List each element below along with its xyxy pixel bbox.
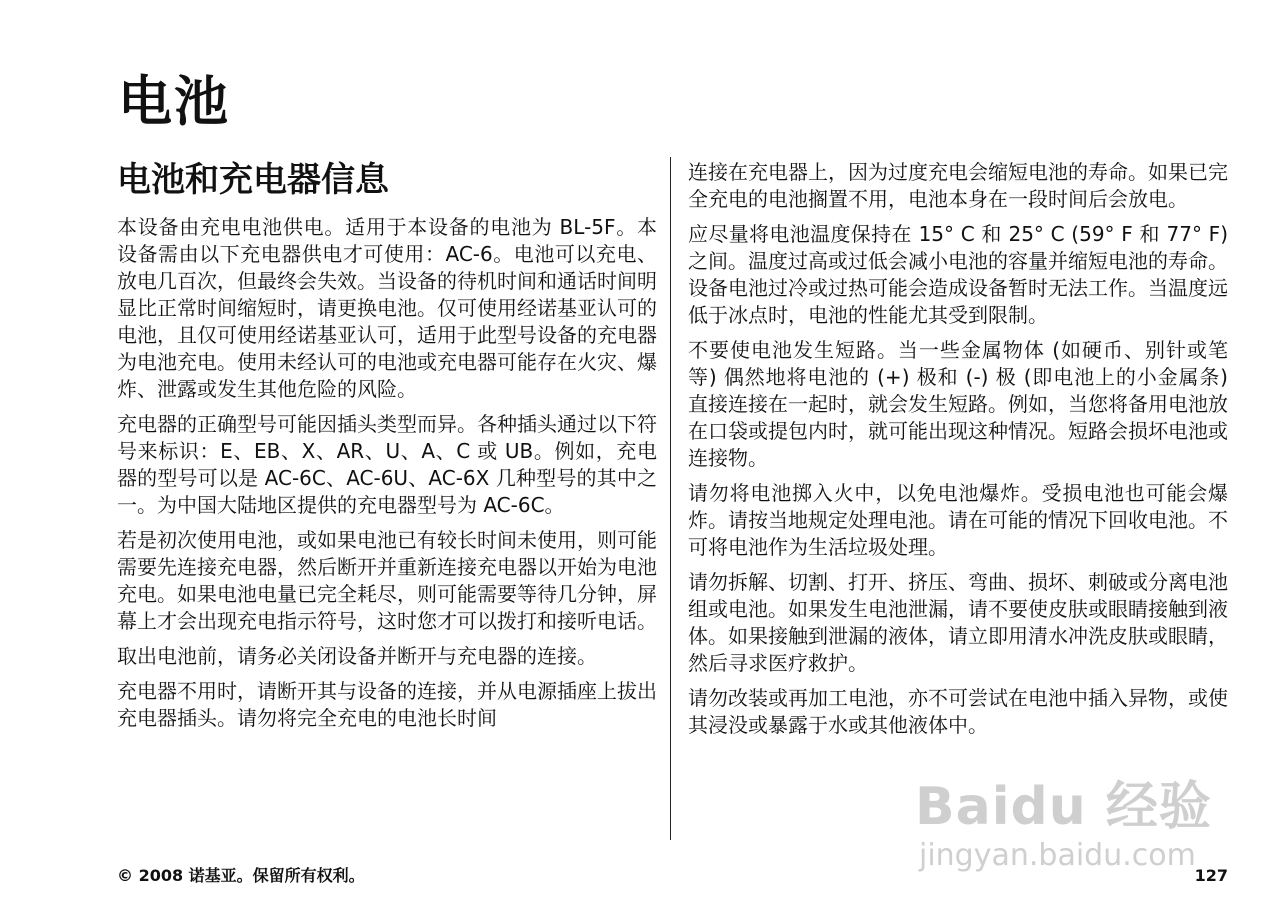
paragraph-do-not-modify: 请勿改装或再加工电池，亦不可尝试在电池中插入异物，或使其浸没或暴露于水或其他液体中。 xyxy=(688,686,1228,737)
section-title: 电池和充电器信息 xyxy=(117,160,389,200)
page-number: 127 xyxy=(1194,866,1228,885)
page-title: 电池 xyxy=(118,70,230,133)
paragraph-battery-overview: 本设备由充电电池供电。适用于本设备的电池为 BL-5F。本设备需由以下充电器供电才可使用：AC-6。电池可以充电、放电几百次，但最终会失效。当设备的待机时间和通话时间明显比正常时间缩短时，请更换电池。仅可使用经诺基亚认可的电池，且仅可使用经诺基亚认可，适用于此型号设备的充电器为电池充电。使用未经认可的电池或充电器可能存在火灾、爆炸、泄露或发生其他危险的风险。 xyxy=(117,215,657,401)
paragraph-disposal: 请勿将电池掷入火中，以免电池爆炸。受损电池也可能会爆炸。请按当地规定处理电池。请在可能的情况下回收电池。不可将电池作为生活垃圾处理。 xyxy=(688,481,1228,559)
paragraph-first-use: 若是初次使用电池，或如果电池已有较长时间未使用，则可能需要先连接充电器，然后断开并重新连接充电器以开始为电池充电。如果电池电量已完全耗尽，则可能需要等待几分钟，屏幕上才会出现充电指示符号，这时您才可以拨打和接听电话。 xyxy=(117,528,657,633)
column-divider xyxy=(670,157,671,840)
watermark-url: jingyan.baidu.com xyxy=(919,838,1196,873)
watermark-logo: Baidu 经验 xyxy=(915,777,1212,837)
paragraph-do-not-disassemble: 请勿拆解、切割、打开、挤压、弯曲、损坏、刺破或分离电池组或电池。如果发生电池泄漏，请不要使皮肤或眼睛接触到液体。如果接触到泄漏的液体，请立即用清水冲洗皮肤或眼睛，然后寻求医疗救护。 xyxy=(688,570,1228,675)
paragraph-charger-models: 充电器的正确型号可能因插头类型而异。各种插头通过以下符号来标识：E、EB、X、AR、U、A、C 或 UB。例如，充电器的型号可以是 AC-6C、AC-6U、AC-6X 几种型号的其中之一。为中国大陆地区提供的充电器型号为 AC-6C。 xyxy=(117,412,657,517)
left-column-body xyxy=(117,214,657,740)
copyright-notice: © 2008 诺基亚。保留所有权利。 xyxy=(117,866,365,885)
paragraph-remove-battery: 取出电池前，请务必关闭设备并断开与充电器的连接。 xyxy=(117,644,597,668)
paragraph-overcharge: 连接在充电器上，因为过度充电会缩短电池的寿命。如果已完全充电的电池搁置不用，电池本身在一段时间后会放电。 xyxy=(688,160,1228,211)
paragraph-temperature: 应尽量将电池温度保持在 15° C 和 25° C (59° F 和 77° F) 之间。温度过高或过低会减小电池的容量并缩短电池的寿命。设备电池过冷或过热可能会造成设备暂时无法工作。当温度远低于冰点时，电池的性能尤其受到限制。 xyxy=(688,222,1228,327)
paragraph-unplug-charger: 充电器不用时，请断开其与设备的连接，并从电源插座上拔出充电器插头。请勿将完全充电的电池长时间 xyxy=(117,679,657,730)
right-column-body xyxy=(688,159,1228,747)
paragraph-short-circuit: 不要使电池发生短路。当一些金属物体 (如硬币、别针或笔等) 偶然地将电池的 (+) 极和 (-) 极 (即电池上的小金属条) 直接连接在一起时，就会发生短路。例如，当您将备用电池放在口袋或提包内时，就可能出现这种情况。短路会损坏电池或连接物。 xyxy=(688,338,1228,470)
